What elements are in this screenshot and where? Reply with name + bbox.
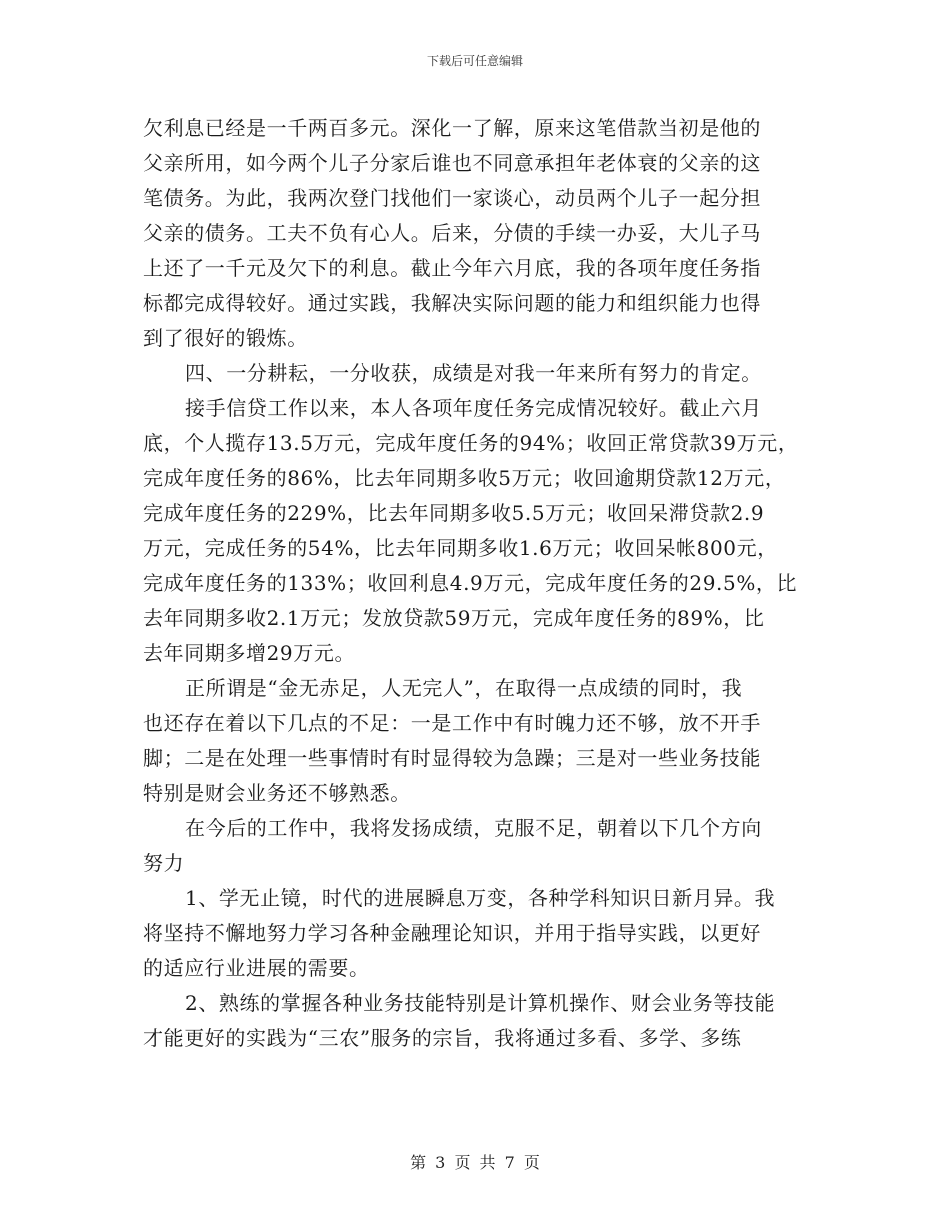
text-line-1: 欠利息已经是一千两百多元。深化一了解，原来这笔借款当初是他的 <box>143 116 761 140</box>
page-header-note: 下载后可任意编辑 <box>426 54 523 68</box>
text-line-12: 完成年度任务的229%，比去年同期多收5.5万元；收回呆滞贷款2.9 <box>143 501 765 525</box>
text-line-10: 底，个人揽存13.5万元，完成年度任务的94%；收回正常贷款39万元， <box>143 431 799 455</box>
text-line-22: 努力 <box>143 851 185 875</box>
text-line-11: 完成年度任务的86%，比去年同期多收5万元；收回逾期贷款12万元， <box>143 466 786 490</box>
text-line-7: 到了很好的锻炼。 <box>143 326 308 350</box>
section-heading-4: 四、一分耕耘，一分收获，成绩是对我一年来所有努力的肯定。 <box>185 361 762 385</box>
text-line-4: 父亲的债务。工夫不负有心人。后来，分债的手续一办妥，大儿子马 <box>143 221 761 245</box>
text-line-20: 特别是财会业务还不够熟悉。 <box>143 781 411 805</box>
text-line-14: 完成年度任务的133%；收回利息4.9万元，完成年度任务的29.5%，比 <box>143 571 798 595</box>
text-line-6: 标都完成得较好。通过实践，我解决实际问题的能力和组织能力也得 <box>143 291 761 315</box>
text-line-19: 脚；二是在处理一些事情时有时显得较为急躁；三是对一些业务技能 <box>143 746 761 770</box>
page-number: 第 3 页 共 7 页 <box>410 1153 540 1172</box>
list-item-1-line-1: 1、学无止镜，时代的进展瞬息万变，各种学科知识日新月异。我 <box>185 886 776 910</box>
list-item-1-line-3: 的适应行业进展的需要。 <box>143 956 370 980</box>
list-item-2-line-2: 才能更好的实践为“三农”服务的宗旨，我将通过多看、多学、多练 <box>143 1026 742 1050</box>
list-item-1-line-2: 将坚持不懈地努力学习各种金融理论知识，并用于指导实践，以更好 <box>143 921 761 945</box>
text-line-9: 接手信贷工作以来，本人各项年度任务完成情况较好。截止六月 <box>185 396 762 420</box>
document-body <box>143 111 813 1056</box>
text-line-17: 正所谓是“金无赤足，人无完人”，在取得一点成绩的同时，我 <box>185 676 743 700</box>
text-line-15: 去年同期多收2.1万元；发放贷款59万元，完成年度任务的89%，比 <box>143 606 765 630</box>
list-item-2-line-1: 2、熟练的掌握各种业务技能特别是计算机操作、财会业务等技能 <box>185 991 776 1015</box>
text-line-21: 在今后的工作中，我将发扬成绩，克服不足，朝着以下几个方向 <box>185 816 762 840</box>
text-line-2: 父亲所用，如今两个儿子分家后谁也不同意承担年老体衰的父亲的这 <box>143 151 761 175</box>
text-line-5: 上还了一千元及欠下的利息。截止今年六月底，我的各项年度任务指 <box>143 256 761 280</box>
text-line-18: 也还存在着以下几点的不足：一是工作中有时魄力还不够，放不开手 <box>143 711 761 735</box>
text-line-13: 万元，完成任务的54%，比去年同期多收1.6万元；收回呆帐800元， <box>143 536 778 560</box>
text-line-16: 去年同期多增29万元。 <box>143 641 356 665</box>
text-line-3: 笔债务。为此，我两次登门找他们一家谈心，动员两个儿子一起分担 <box>143 186 761 210</box>
